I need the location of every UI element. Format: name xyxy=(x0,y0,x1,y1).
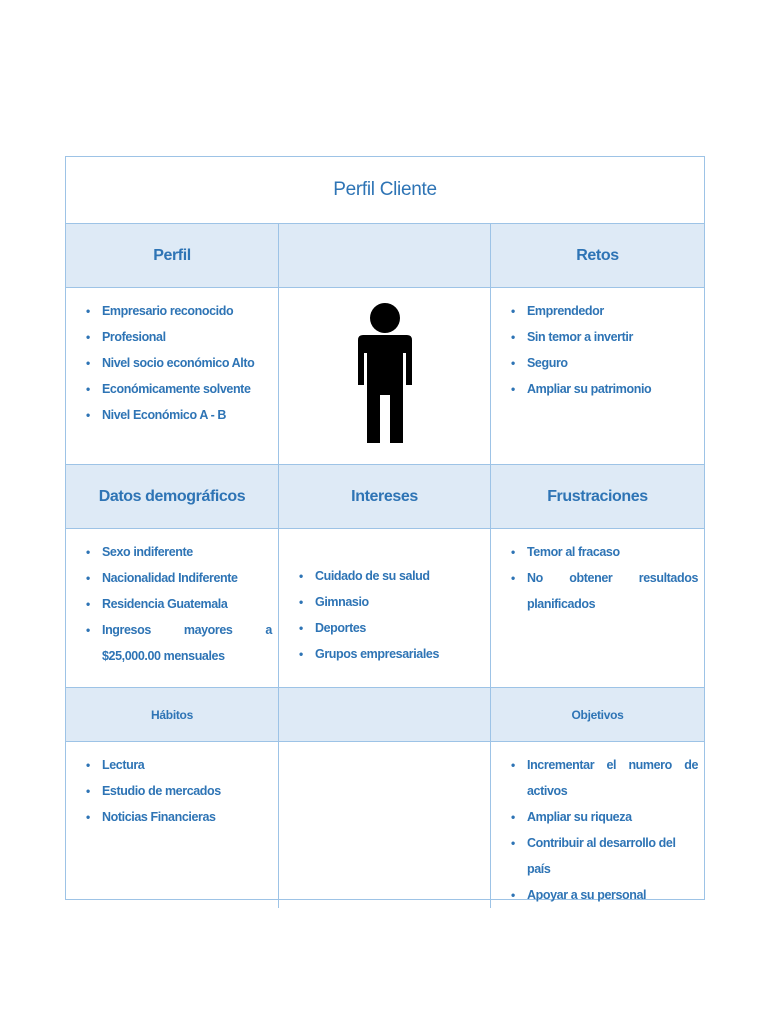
header-datos-demograficos xyxy=(66,465,279,529)
header-label: Perfil xyxy=(153,246,191,264)
person-icon-cell xyxy=(279,288,491,465)
header-label: Retos xyxy=(576,246,619,264)
list-item: • Lectura xyxy=(66,752,278,778)
list-item: • Seguro xyxy=(491,350,704,376)
list-item: • Ingresos mayores a $25,000.00 mensuales xyxy=(66,617,278,669)
demograficos-list xyxy=(66,529,278,669)
list-item: • Nacionalidad Indiferente xyxy=(66,565,278,591)
list-item: • Temor al fracaso xyxy=(491,539,704,565)
list-item: • Gimnasio xyxy=(279,589,490,615)
list-item: • Cuidado de su salud xyxy=(279,563,490,589)
list-item: • Nivel socio económico Alto xyxy=(66,350,278,376)
intereses-list-cell xyxy=(279,529,491,688)
page-title: Perfil Cliente xyxy=(333,179,437,200)
header-label: Datos demográficos xyxy=(98,487,246,505)
list-item: • Noticias Financieras xyxy=(66,804,278,830)
list-item: • Empresario reconocido xyxy=(66,298,278,324)
perfil-list-cell xyxy=(66,288,279,465)
empty-cell xyxy=(279,742,491,908)
perfil-list xyxy=(66,288,278,428)
header-habitos xyxy=(66,688,279,742)
list-item: • Ampliar su patrimonio xyxy=(491,376,704,402)
list-item: • Ampliar su riqueza xyxy=(491,804,704,830)
list-item: • Profesional xyxy=(66,324,278,350)
list-item: • Sexo indiferente xyxy=(66,539,278,565)
list-item: • Nivel Económico A - B xyxy=(66,402,278,428)
list-item: • Apoyar a su personal xyxy=(491,882,704,908)
header-empty xyxy=(279,224,491,288)
header-label: Frustraciones xyxy=(547,487,648,505)
habitos-list xyxy=(66,742,278,830)
list-item: • Económicamente solvente xyxy=(66,376,278,402)
objetivos-list xyxy=(491,742,704,908)
profile-table xyxy=(65,156,705,900)
intereses-list xyxy=(279,529,490,667)
retos-list xyxy=(491,288,704,402)
list-item: • Emprendedor xyxy=(491,298,704,324)
frustraciones-list xyxy=(491,529,704,617)
header-empty xyxy=(279,688,491,742)
demograficos-list-cell xyxy=(66,529,279,688)
list-item: • Estudio de mercados xyxy=(66,778,278,804)
list-item: • Incrementar el numero de activos xyxy=(491,752,704,804)
list-item: • Grupos empresariales xyxy=(279,641,490,667)
habitos-list-cell xyxy=(66,742,279,908)
header-frustraciones xyxy=(491,465,704,529)
list-item: • No obtener resultados planificados xyxy=(491,565,704,617)
list-item: • Deportes xyxy=(279,615,490,641)
header-objetivos xyxy=(491,688,704,742)
list-item: • Residencia Guatemala xyxy=(66,591,278,617)
header-label: Intereses xyxy=(351,487,418,505)
frustraciones-list-cell xyxy=(491,529,704,688)
header-label: Objetivos xyxy=(571,707,624,722)
list-item: • Sin temor a invertir xyxy=(491,324,704,350)
header-intereses xyxy=(279,465,491,529)
header-retos xyxy=(491,224,704,288)
person-icon xyxy=(355,302,415,444)
objetivos-list-cell xyxy=(491,742,704,908)
header-label: Hábitos xyxy=(151,707,193,722)
header-perfil xyxy=(66,224,279,288)
list-item: • Contribuir al desarrollo del país xyxy=(491,830,704,882)
retos-list-cell xyxy=(491,288,704,465)
table-title-cell xyxy=(66,157,704,224)
